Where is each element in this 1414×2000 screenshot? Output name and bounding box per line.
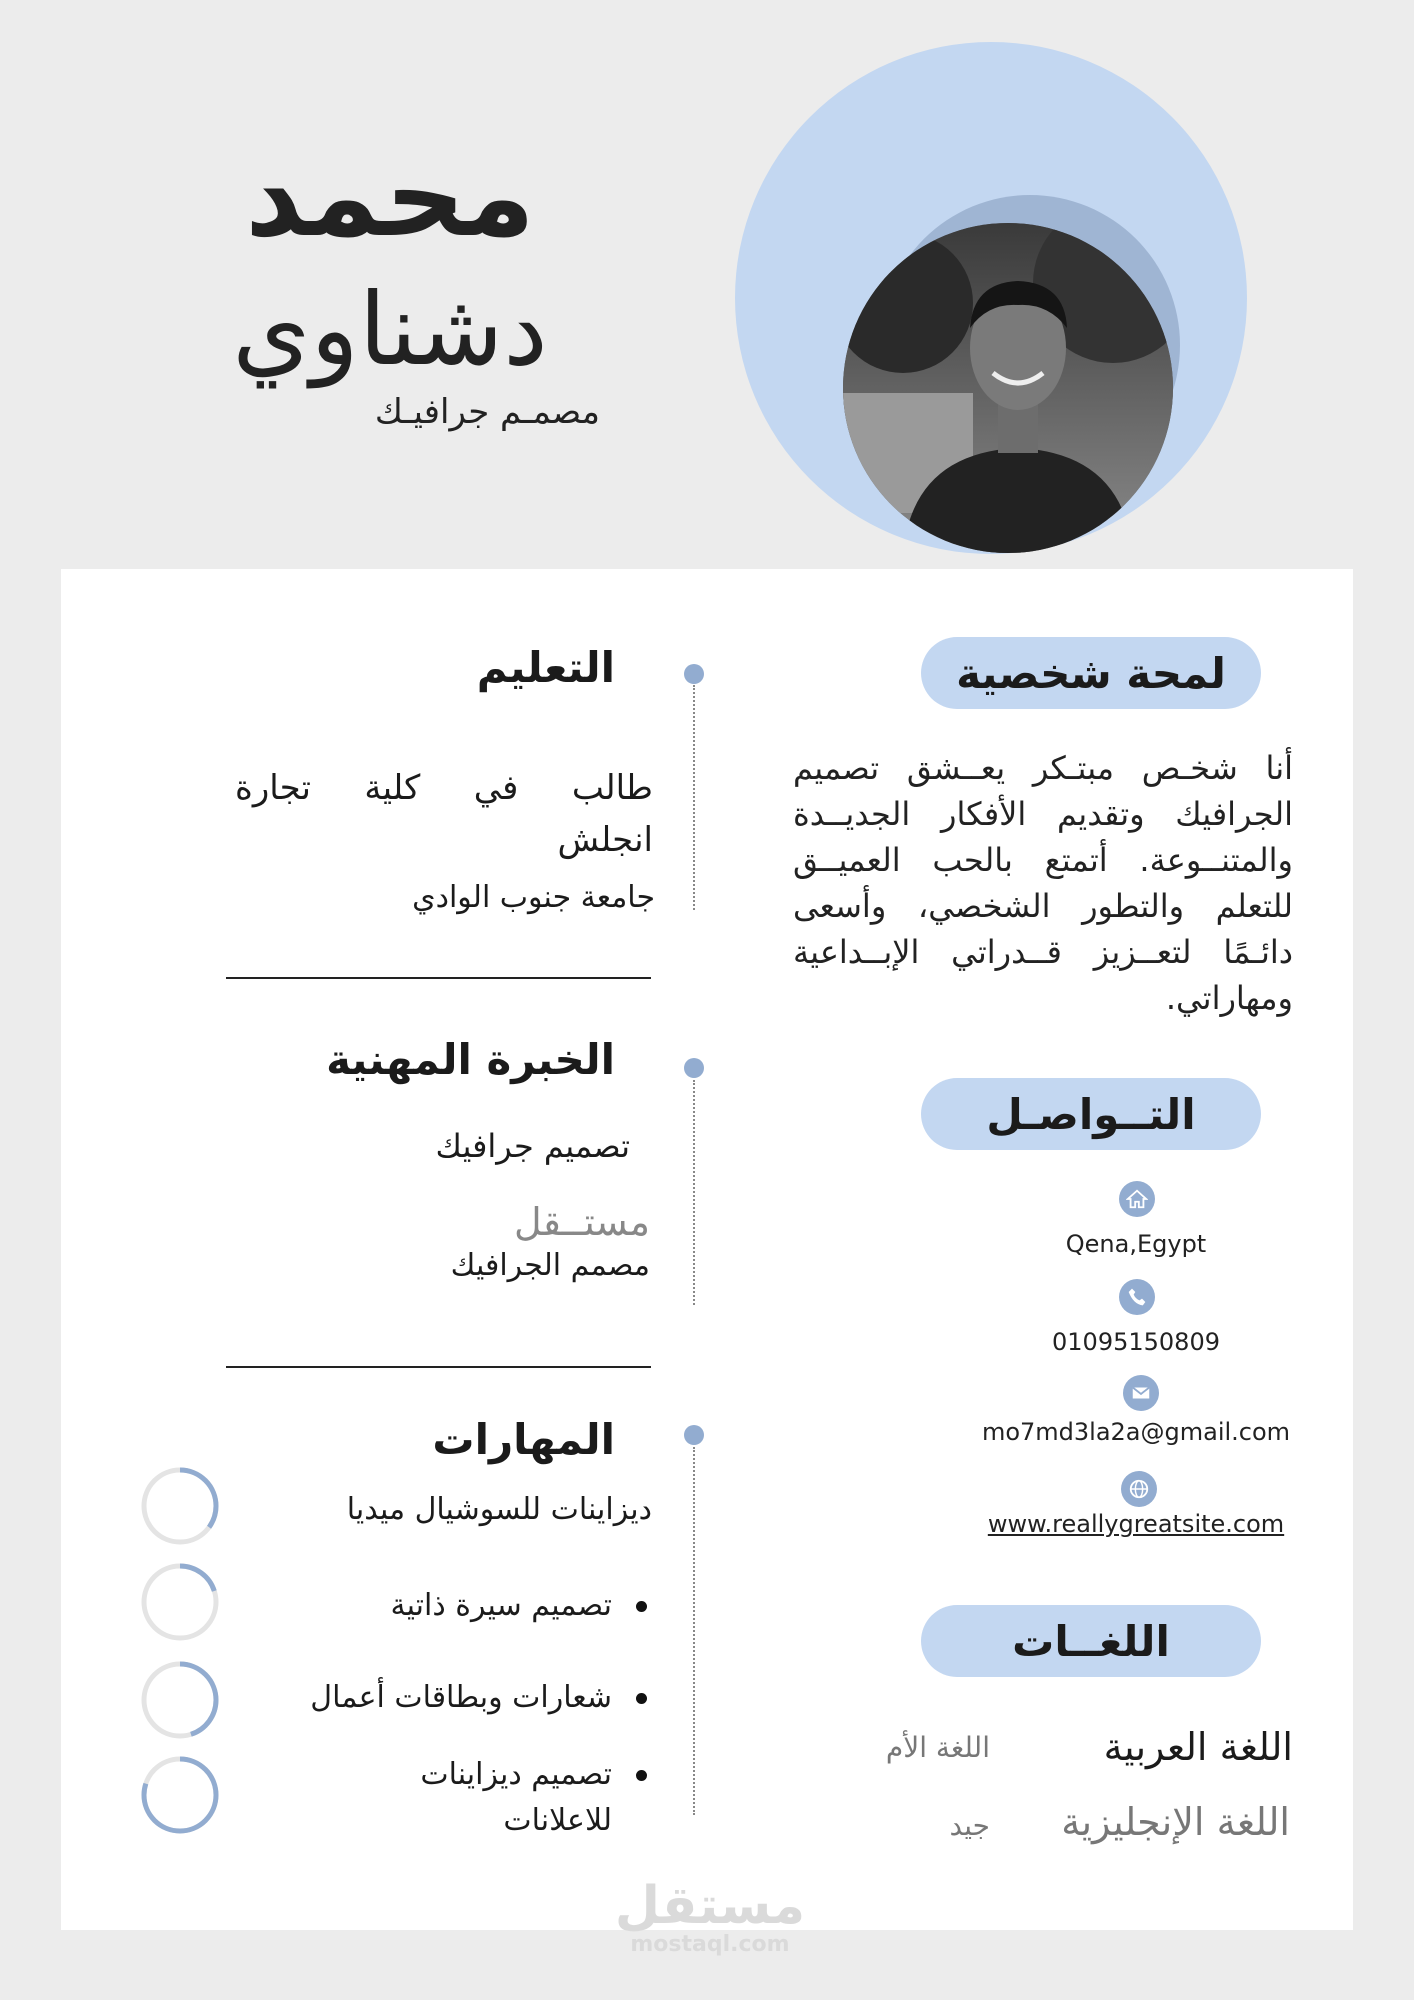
timeline-line [693, 1447, 695, 1815]
timeline-dot [684, 664, 704, 684]
section-divider [226, 977, 651, 979]
last-name: دشناوي [232, 271, 548, 388]
experience-company: مستــقل [514, 1200, 650, 1244]
education-university: جامعة جنوب الوادي [412, 880, 655, 915]
bullet [636, 1693, 647, 1704]
skill-item: ديزاينات للسوشيال ميديا [346, 1492, 652, 1527]
first-name: محمد [245, 132, 535, 262]
home-icon [1119, 1181, 1155, 1217]
language-level: اللغة الأم [885, 1731, 990, 1764]
about-heading: لمحة شخصية [921, 637, 1261, 709]
skill-item: تصميم سيرة ذاتية [390, 1588, 612, 1623]
contact-phone[interactable]: 01095150809 [1052, 1328, 1220, 1356]
timeline-line [693, 685, 695, 910]
contact-heading: التــواصـل [921, 1078, 1261, 1150]
profile-photo [843, 223, 1173, 553]
timeline-line [693, 1080, 695, 1305]
experience-heading: الخبرة المهنية [326, 1035, 615, 1084]
phone-icon [1119, 1279, 1155, 1315]
timeline-dot [684, 1058, 704, 1078]
education-heading: التعليم [476, 643, 615, 692]
watermark [560, 1876, 860, 1957]
mail-icon [1123, 1375, 1159, 1411]
contact-location: Qena,Egypt [1065, 1230, 1207, 1258]
about-text: أنا شخـص مبتـكر يعــشق تصميم الجرافيك وتقديم الأفكار الجديــدة والمتنــوعة. أتمتع بالحب العميــق للتعلم والتطور الشخصي، وأسعى دائـمًا لتعــزيز قــدراتي الإبــداعية ومهاراتي. [793, 749, 1293, 1017]
skill-item: شعارات وبطاقات أعمال [310, 1680, 612, 1715]
language-name: اللغة العربية [1103, 1725, 1293, 1769]
languages-heading: اللغــات [921, 1605, 1261, 1677]
job-title: مصمـم جرافيـك [374, 392, 600, 432]
timeline-dot [684, 1425, 704, 1445]
skill-item: تصميم ديزاينات للاعلانات [420, 1757, 612, 1838]
education-degree: طالب في كلية تجارة انجلش [235, 768, 653, 860]
bullet [636, 1770, 647, 1781]
watermark-arabic: مستقل [614, 1876, 806, 1936]
section-divider [226, 1366, 651, 1368]
skill-level-rings [130, 1455, 230, 1855]
contact-website[interactable]: www.reallygreatsite.com [987, 1510, 1285, 1538]
bullet [636, 1601, 647, 1612]
experience-title: مصمم الجرافيك [450, 1248, 650, 1283]
skills-heading: المهارات [432, 1415, 615, 1464]
contact-email[interactable]: mo7md3la2a@gmail.com [981, 1418, 1291, 1446]
watermark-latin: mostaql.com [630, 1932, 790, 1957]
language-name: اللغة الإنجليزية [1061, 1800, 1290, 1844]
language-level: جيد [949, 1809, 990, 1842]
experience-role: تصميم جرافيك [435, 1127, 630, 1165]
globe-icon [1121, 1471, 1157, 1507]
